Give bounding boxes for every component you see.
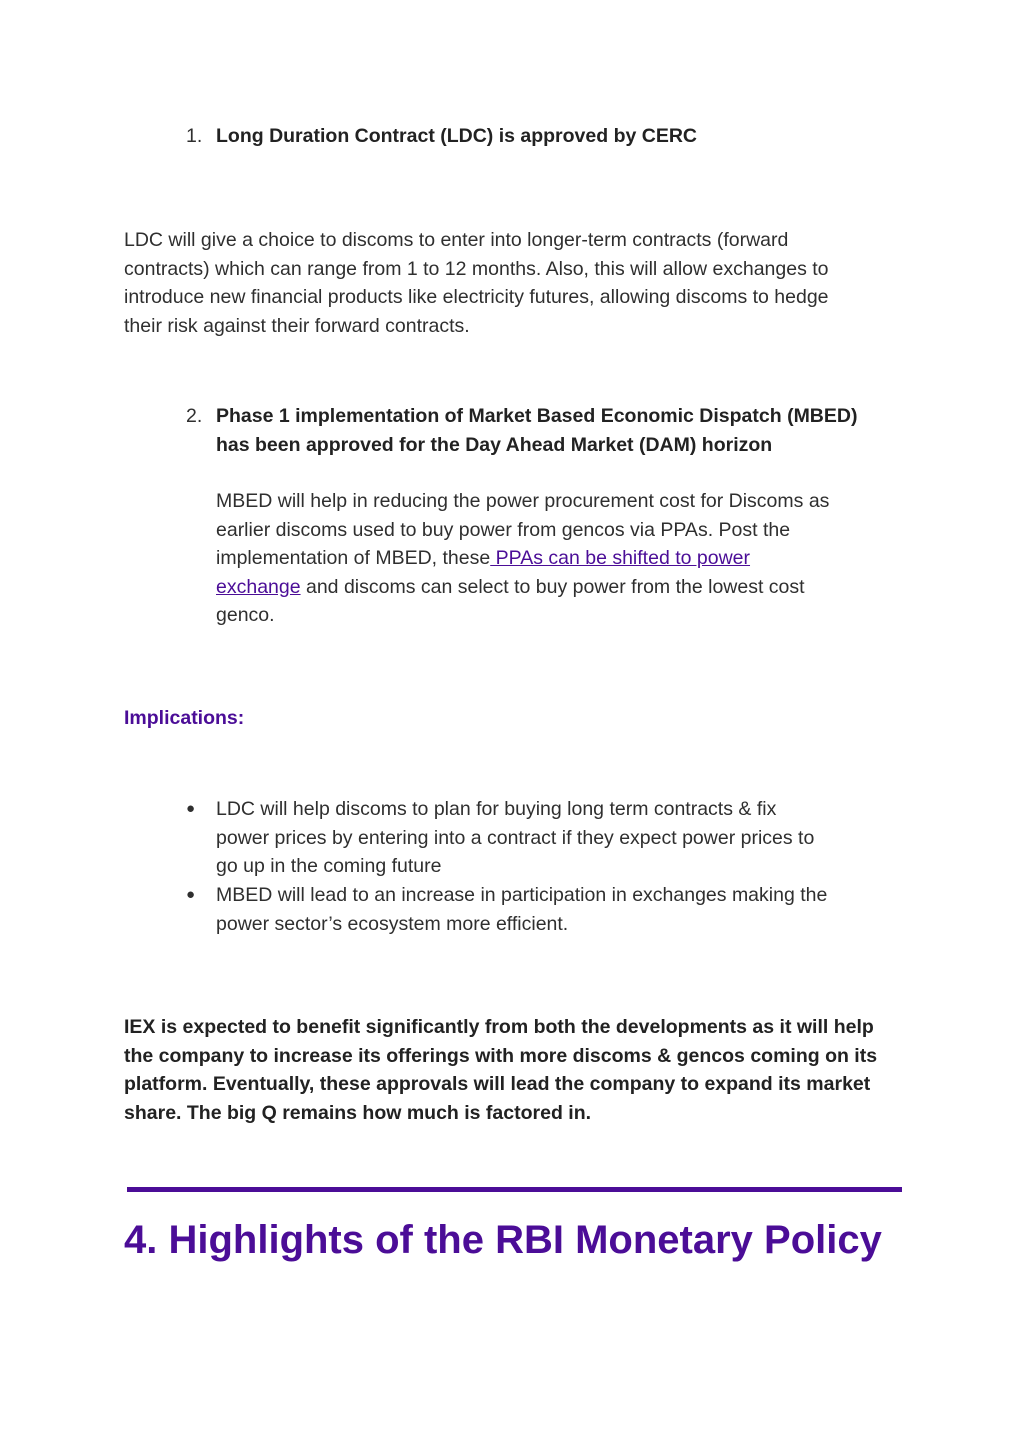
implication-2-line-1: MBED will lead to an increase in participation in exchanges making the (216, 884, 828, 906)
implication-2-line-2: power sector’s ecosystem more efficient. (216, 912, 569, 935)
implication-item-2 (216, 881, 827, 938)
ldc-line-1: LDC will give a choice to discoms to enter into longer-term contracts (forward (124, 229, 789, 251)
mbed-line-4-text: and discoms can select to buy power from the lowest cost (300, 575, 805, 598)
item1-heading: Long Duration Contract (LDC) is approved by CERC (216, 125, 698, 147)
mbed-line-5: genco. (216, 604, 275, 626)
implication-item-1 (216, 795, 814, 881)
conclusion-line-1: IEX is expected to benefit significantly from both the developments as it will help (124, 1016, 874, 1038)
section-heading: 4. Highlights of the RBI Monetary Policy (124, 1218, 882, 1262)
conclusion-line-2: the company to increase its offerings with more discoms & gencos coming on its (124, 1044, 878, 1067)
implication-1-line-2: power prices by entering into a contract if they expect power prices to (216, 826, 815, 849)
item2-heading (216, 402, 857, 459)
ldc-line-2: contracts) which can range from 1 to 12 months. Also, this will allow exchanges to (124, 257, 829, 280)
list-number-2: 2. (186, 405, 203, 427)
implications-label: Implications: (124, 707, 245, 729)
list-number-1: 1. (186, 125, 203, 147)
bullet-icon: ● (186, 800, 196, 817)
section-divider (127, 1187, 902, 1192)
conclusion-line-4: share. The big Q remains how much is factored in. (124, 1101, 592, 1124)
mbed-line-2: earlier discoms used to buy power from gencos via PPAs. Post the (216, 518, 791, 541)
bullet-icon: ● (186, 886, 196, 903)
mbed-line-3 (216, 544, 829, 573)
mbed-line-4 (216, 573, 829, 602)
ppa-power-exchange-link[interactable]: PPAs can be shifted to power (490, 547, 751, 569)
ldc-line-4: their risk against their forward contracts. (124, 314, 470, 337)
item2-heading-line-2: has been approved for the Day Ahead Market (DAM) horizon (216, 433, 773, 456)
mbed-line-1: MBED will help in reducing the power procurement cost for Discoms as (216, 490, 830, 512)
ldc-line-3: introduce new financial products like electricity futures, allowing discoms to hedge (124, 286, 829, 308)
implication-1-line-1: LDC will help discoms to plan for buying long term contracts & fix (216, 798, 777, 820)
conclusion-paragraph (124, 1013, 877, 1127)
implication-1-line-3: go up in the coming future (216, 855, 442, 877)
conclusion-line-3: platform. Eventually, these approvals will lead the company to expand its market (124, 1073, 871, 1095)
ldc-paragraph (124, 226, 829, 340)
mbed-line-3-text: implementation of MBED, these (216, 547, 491, 569)
mbed-paragraph (216, 487, 829, 630)
item2-heading-line-1: Phase 1 implementation of Market Based Economic Dispatch (MBED) (216, 405, 858, 427)
ppa-power-exchange-link-cont[interactable]: exchange (216, 575, 301, 598)
